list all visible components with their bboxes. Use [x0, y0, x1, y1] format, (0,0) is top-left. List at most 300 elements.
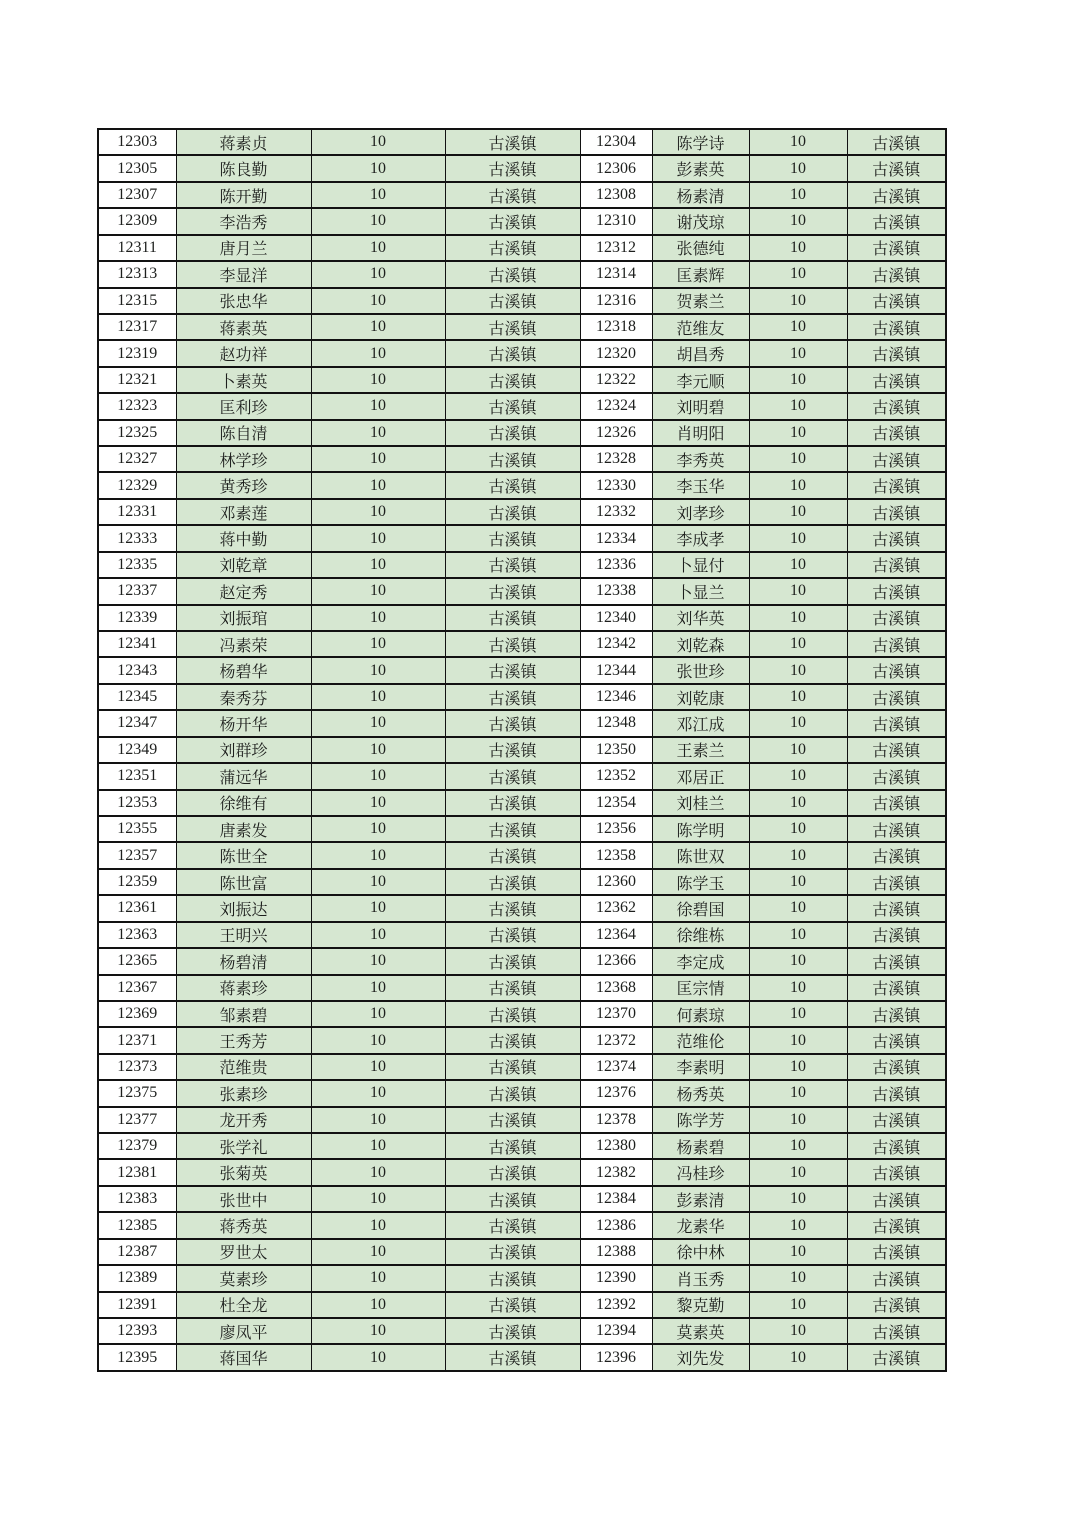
cell-id: 12318: [580, 314, 652, 340]
cell-town: 古溪镇: [847, 895, 946, 921]
cell-name: 肖明阳: [652, 420, 749, 446]
cell-id: 12389: [98, 1265, 176, 1291]
cell-town: 古溪镇: [445, 1054, 580, 1080]
cell-id: 12390: [580, 1265, 652, 1291]
table-row: [98, 1054, 946, 1080]
cell-town: 古溪镇: [445, 208, 580, 234]
cell-town: 古溪镇: [847, 1001, 946, 1027]
cell-town: 古溪镇: [847, 393, 946, 419]
cell-town: 古溪镇: [847, 1186, 946, 1212]
cell-id: 12309: [98, 208, 176, 234]
cell-quantity: 10: [311, 235, 445, 261]
cell-town: 古溪镇: [847, 472, 946, 498]
cell-name: 王明兴: [176, 922, 311, 948]
table-row: [98, 790, 946, 816]
cell-quantity: 10: [311, 1133, 445, 1159]
cell-id: 12326: [580, 420, 652, 446]
cell-id: 12359: [98, 869, 176, 895]
cell-quantity: 10: [749, 393, 847, 419]
cell-name: 胡昌秀: [652, 340, 749, 366]
table-row: [98, 578, 946, 604]
cell-quantity: 10: [749, 552, 847, 578]
cell-town: 古溪镇: [847, 1133, 946, 1159]
cell-town: 古溪镇: [847, 208, 946, 234]
cell-town: 古溪镇: [847, 420, 946, 446]
cell-town: 古溪镇: [847, 1318, 946, 1344]
cell-town: 古溪镇: [445, 842, 580, 868]
cell-quantity: 10: [311, 631, 445, 657]
cell-name: 李元顺: [652, 367, 749, 393]
cell-id: 12333: [98, 525, 176, 551]
cell-id: 12303: [98, 129, 176, 155]
cell-name: 刘乾森: [652, 631, 749, 657]
cell-name: 蒋素英: [176, 314, 311, 340]
cell-name: 刘孝珍: [652, 499, 749, 525]
cell-quantity: 10: [311, 842, 445, 868]
cell-id: 12375: [98, 1080, 176, 1106]
cell-name: 李成孝: [652, 525, 749, 551]
cell-id: 12353: [98, 790, 176, 816]
cell-id: 12354: [580, 790, 652, 816]
cell-quantity: 10: [311, 684, 445, 710]
roster-table: [97, 128, 947, 1372]
table-row: [98, 895, 946, 921]
cell-name: 蒋素珍: [176, 975, 311, 1001]
cell-quantity: 10: [311, 288, 445, 314]
cell-quantity: 10: [749, 1159, 847, 1185]
cell-town: 古溪镇: [445, 975, 580, 1001]
cell-id: 12331: [98, 499, 176, 525]
cell-name: 张素珍: [176, 1080, 311, 1106]
cell-town: 古溪镇: [445, 1133, 580, 1159]
cell-quantity: 10: [749, 816, 847, 842]
table-row: [98, 631, 946, 657]
cell-id: 12320: [580, 340, 652, 366]
cell-name: 杨碧清: [176, 948, 311, 974]
cell-quantity: 10: [311, 499, 445, 525]
cell-quantity: 10: [749, 446, 847, 472]
cell-town: 古溪镇: [445, 869, 580, 895]
cell-quantity: 10: [311, 182, 445, 208]
cell-town: 古溪镇: [445, 578, 580, 604]
cell-id: 12386: [580, 1212, 652, 1238]
cell-quantity: 10: [749, 1292, 847, 1318]
cell-name: 杨秀英: [652, 1080, 749, 1106]
cell-id: 12372: [580, 1027, 652, 1053]
cell-town: 古溪镇: [445, 472, 580, 498]
cell-id: 12396: [580, 1344, 652, 1371]
table-row: [98, 499, 946, 525]
cell-name: 徐碧国: [652, 895, 749, 921]
cell-id: 12312: [580, 235, 652, 261]
cell-id: 12381: [98, 1159, 176, 1185]
cell-town: 古溪镇: [445, 314, 580, 340]
cell-name: 蒋国华: [176, 1344, 311, 1371]
cell-quantity: 10: [311, 1239, 445, 1265]
cell-quantity: 10: [749, 235, 847, 261]
cell-name: 王秀芳: [176, 1027, 311, 1053]
cell-name: 冯桂珍: [652, 1159, 749, 1185]
cell-id: 12343: [98, 657, 176, 683]
cell-name: 王素兰: [652, 737, 749, 763]
cell-quantity: 10: [749, 631, 847, 657]
cell-quantity: 10: [311, 208, 445, 234]
cell-town: 古溪镇: [847, 763, 946, 789]
cell-quantity: 10: [311, 790, 445, 816]
cell-town: 古溪镇: [445, 235, 580, 261]
cell-id: 12380: [580, 1133, 652, 1159]
cell-id: 12358: [580, 842, 652, 868]
cell-id: 12352: [580, 763, 652, 789]
cell-id: 12364: [580, 922, 652, 948]
cell-id: 12310: [580, 208, 652, 234]
table-row: [98, 393, 946, 419]
cell-id: 12370: [580, 1001, 652, 1027]
cell-town: 古溪镇: [445, 552, 580, 578]
cell-town: 古溪镇: [847, 842, 946, 868]
cell-id: 12317: [98, 314, 176, 340]
cell-name: 冯素荣: [176, 631, 311, 657]
cell-town: 古溪镇: [847, 340, 946, 366]
cell-name: 徐维栋: [652, 922, 749, 948]
cell-town: 古溪镇: [445, 1186, 580, 1212]
cell-name: 莫素珍: [176, 1265, 311, 1291]
cell-town: 古溪镇: [847, 1265, 946, 1291]
cell-id: 12368: [580, 975, 652, 1001]
cell-id: 12393: [98, 1318, 176, 1344]
cell-name: 蒋中勤: [176, 525, 311, 551]
cell-id: 12365: [98, 948, 176, 974]
cell-id: 12384: [580, 1186, 652, 1212]
cell-quantity: 10: [749, 763, 847, 789]
cell-id: 12362: [580, 895, 652, 921]
cell-town: 古溪镇: [847, 816, 946, 842]
cell-town: 古溪镇: [445, 1292, 580, 1318]
table-row: [98, 525, 946, 551]
cell-id: 12356: [580, 816, 652, 842]
cell-name: 范维友: [652, 314, 749, 340]
cell-name: 匡利珍: [176, 393, 311, 419]
cell-id: 12349: [98, 737, 176, 763]
cell-name: 徐维有: [176, 790, 311, 816]
cell-id: 12304: [580, 129, 652, 155]
cell-town: 古溪镇: [847, 657, 946, 683]
cell-name: 贺素兰: [652, 288, 749, 314]
cell-town: 古溪镇: [847, 552, 946, 578]
cell-name: 邓居正: [652, 763, 749, 789]
cell-name: 刘乾章: [176, 552, 311, 578]
cell-id: 12327: [98, 446, 176, 472]
cell-name: 刘桂兰: [652, 790, 749, 816]
cell-id: 12360: [580, 869, 652, 895]
cell-quantity: 10: [311, 922, 445, 948]
cell-quantity: 10: [749, 1001, 847, 1027]
table-row: [98, 1133, 946, 1159]
cell-quantity: 10: [749, 1107, 847, 1133]
cell-quantity: 10: [749, 1344, 847, 1371]
cell-name: 杜全龙: [176, 1292, 311, 1318]
cell-town: 古溪镇: [445, 816, 580, 842]
cell-town: 古溪镇: [445, 1318, 580, 1344]
cell-quantity: 10: [749, 499, 847, 525]
cell-town: 古溪镇: [445, 446, 580, 472]
cell-quantity: 10: [311, 367, 445, 393]
cell-id: 12363: [98, 922, 176, 948]
cell-town: 古溪镇: [847, 235, 946, 261]
cell-town: 古溪镇: [445, 1080, 580, 1106]
table-row: [98, 235, 946, 261]
table-row: [98, 763, 946, 789]
table-row: [98, 816, 946, 842]
table-row: [98, 605, 946, 631]
cell-town: 古溪镇: [847, 922, 946, 948]
cell-town: 古溪镇: [445, 657, 580, 683]
cell-town: 古溪镇: [445, 1344, 580, 1371]
cell-town: 古溪镇: [445, 155, 580, 181]
cell-name: 匡素辉: [652, 261, 749, 287]
cell-quantity: 10: [749, 975, 847, 1001]
cell-id: 12385: [98, 1212, 176, 1238]
cell-town: 古溪镇: [847, 684, 946, 710]
table-row: [98, 1292, 946, 1318]
cell-name: 秦秀芬: [176, 684, 311, 710]
cell-town: 古溪镇: [445, 393, 580, 419]
cell-name: 卜素英: [176, 367, 311, 393]
cell-town: 古溪镇: [847, 975, 946, 1001]
table-row: [98, 446, 946, 472]
cell-town: 古溪镇: [847, 1292, 946, 1318]
cell-name: 杨碧华: [176, 657, 311, 683]
cell-id: 12383: [98, 1186, 176, 1212]
cell-town: 古溪镇: [445, 1107, 580, 1133]
cell-name: 李显洋: [176, 261, 311, 287]
cell-name: 张学礼: [176, 1133, 311, 1159]
table-row: [98, 552, 946, 578]
cell-quantity: 10: [749, 790, 847, 816]
cell-id: 12366: [580, 948, 652, 974]
roster-body: [98, 129, 946, 1371]
cell-id: 12305: [98, 155, 176, 181]
cell-quantity: 10: [749, 578, 847, 604]
cell-quantity: 10: [749, 129, 847, 155]
cell-town: 古溪镇: [445, 129, 580, 155]
cell-id: 12369: [98, 1001, 176, 1027]
cell-town: 古溪镇: [847, 525, 946, 551]
cell-name: 杨开华: [176, 710, 311, 736]
cell-id: 12316: [580, 288, 652, 314]
cell-town: 古溪镇: [847, 314, 946, 340]
cell-town: 古溪镇: [847, 578, 946, 604]
cell-quantity: 10: [749, 314, 847, 340]
cell-quantity: 10: [749, 684, 847, 710]
cell-name: 莫素英: [652, 1318, 749, 1344]
cell-name: 张忠华: [176, 288, 311, 314]
cell-name: 匡宗情: [652, 975, 749, 1001]
cell-name: 邹素碧: [176, 1001, 311, 1027]
cell-quantity: 10: [749, 472, 847, 498]
cell-name: 蒋素贞: [176, 129, 311, 155]
cell-id: 12395: [98, 1344, 176, 1371]
cell-name: 卜显付: [652, 552, 749, 578]
cell-quantity: 10: [311, 129, 445, 155]
cell-quantity: 10: [749, 420, 847, 446]
cell-quantity: 10: [749, 657, 847, 683]
cell-quantity: 10: [311, 446, 445, 472]
cell-id: 12347: [98, 710, 176, 736]
cell-name: 肖玉秀: [652, 1265, 749, 1291]
table-row: [98, 737, 946, 763]
cell-name: 邓江成: [652, 710, 749, 736]
cell-name: 张德纯: [652, 235, 749, 261]
cell-town: 古溪镇: [445, 790, 580, 816]
cell-quantity: 10: [749, 1239, 847, 1265]
cell-name: 罗世太: [176, 1239, 311, 1265]
cell-name: 刘华英: [652, 605, 749, 631]
cell-name: 赵定秀: [176, 578, 311, 604]
cell-quantity: 10: [749, 710, 847, 736]
cell-quantity: 10: [311, 552, 445, 578]
cell-quantity: 10: [749, 922, 847, 948]
cell-quantity: 10: [311, 1265, 445, 1291]
cell-name: 黄秀珍: [176, 472, 311, 498]
table-row: [98, 208, 946, 234]
cell-town: 古溪镇: [847, 1054, 946, 1080]
cell-id: 12391: [98, 1292, 176, 1318]
cell-id: 12392: [580, 1292, 652, 1318]
cell-id: 12322: [580, 367, 652, 393]
cell-id: 12337: [98, 578, 176, 604]
table-row: [98, 684, 946, 710]
table-row: [98, 948, 946, 974]
cell-quantity: 10: [311, 657, 445, 683]
cell-town: 古溪镇: [445, 737, 580, 763]
cell-id: 12340: [580, 605, 652, 631]
cell-town: 古溪镇: [445, 895, 580, 921]
table-row: [98, 657, 946, 683]
table-row: [98, 261, 946, 287]
cell-id: 12361: [98, 895, 176, 921]
cell-town: 古溪镇: [847, 129, 946, 155]
cell-id: 12306: [580, 155, 652, 181]
cell-id: 12307: [98, 182, 176, 208]
cell-town: 古溪镇: [847, 1212, 946, 1238]
cell-name: 李定成: [652, 948, 749, 974]
cell-quantity: 10: [749, 1186, 847, 1212]
table-row: [98, 869, 946, 895]
cell-quantity: 10: [749, 1133, 847, 1159]
cell-name: 范维伦: [652, 1027, 749, 1053]
cell-id: 12377: [98, 1107, 176, 1133]
cell-town: 古溪镇: [445, 710, 580, 736]
cell-name: 龙开秀: [176, 1107, 311, 1133]
cell-name: 刘明碧: [652, 393, 749, 419]
cell-id: 12315: [98, 288, 176, 314]
cell-quantity: 10: [749, 367, 847, 393]
cell-id: 12329: [98, 472, 176, 498]
cell-quantity: 10: [311, 340, 445, 366]
cell-name: 谢茂琼: [652, 208, 749, 234]
cell-quantity: 10: [749, 208, 847, 234]
cell-town: 古溪镇: [847, 367, 946, 393]
cell-quantity: 10: [749, 869, 847, 895]
cell-quantity: 10: [749, 842, 847, 868]
cell-id: 12344: [580, 657, 652, 683]
cell-quantity: 10: [749, 1265, 847, 1291]
table-row: [98, 472, 946, 498]
table-row: [98, 288, 946, 314]
cell-quantity: 10: [311, 1344, 445, 1371]
cell-town: 古溪镇: [445, 182, 580, 208]
cell-name: 卜显兰: [652, 578, 749, 604]
cell-name: 龙素华: [652, 1212, 749, 1238]
cell-name: 彭素清: [652, 1186, 749, 1212]
cell-quantity: 10: [311, 816, 445, 842]
cell-quantity: 10: [749, 340, 847, 366]
cell-id: 12348: [580, 710, 652, 736]
cell-quantity: 10: [311, 895, 445, 921]
cell-id: 12346: [580, 684, 652, 710]
cell-quantity: 10: [311, 578, 445, 604]
cell-id: 12311: [98, 235, 176, 261]
cell-quantity: 10: [749, 1318, 847, 1344]
cell-quantity: 10: [311, 261, 445, 287]
table-row: [98, 314, 946, 340]
cell-quantity: 10: [311, 605, 445, 631]
cell-name: 刘振琯: [176, 605, 311, 631]
cell-town: 古溪镇: [847, 869, 946, 895]
cell-id: 12332: [580, 499, 652, 525]
cell-name: 唐素发: [176, 816, 311, 842]
cell-quantity: 10: [311, 737, 445, 763]
cell-town: 古溪镇: [847, 631, 946, 657]
table-row: [98, 1001, 946, 1027]
cell-id: 12335: [98, 552, 176, 578]
cell-id: 12350: [580, 737, 652, 763]
cell-id: 12379: [98, 1133, 176, 1159]
cell-name: 陈世双: [652, 842, 749, 868]
cell-name: 黎克勤: [652, 1292, 749, 1318]
table-row: [98, 1107, 946, 1133]
cell-quantity: 10: [311, 710, 445, 736]
cell-id: 12382: [580, 1159, 652, 1185]
table-row: [98, 367, 946, 393]
cell-id: 12374: [580, 1054, 652, 1080]
table-row: [98, 1027, 946, 1053]
cell-name: 徐中林: [652, 1239, 749, 1265]
cell-quantity: 10: [749, 948, 847, 974]
cell-name: 彭素英: [652, 155, 749, 181]
table-row: [98, 155, 946, 181]
cell-town: 古溪镇: [847, 1080, 946, 1106]
cell-id: 12323: [98, 393, 176, 419]
cell-quantity: 10: [311, 763, 445, 789]
cell-quantity: 10: [311, 1212, 445, 1238]
cell-quantity: 10: [749, 895, 847, 921]
cell-town: 古溪镇: [847, 1027, 946, 1053]
cell-quantity: 10: [749, 155, 847, 181]
cell-town: 古溪镇: [847, 182, 946, 208]
cell-id: 12336: [580, 552, 652, 578]
cell-quantity: 10: [311, 155, 445, 181]
cell-town: 古溪镇: [445, 261, 580, 287]
cell-id: 12394: [580, 1318, 652, 1344]
cell-quantity: 10: [311, 525, 445, 551]
table-row: [98, 1186, 946, 1212]
cell-id: 12355: [98, 816, 176, 842]
cell-quantity: 10: [311, 1292, 445, 1318]
cell-name: 李素明: [652, 1054, 749, 1080]
table-row: [98, 340, 946, 366]
